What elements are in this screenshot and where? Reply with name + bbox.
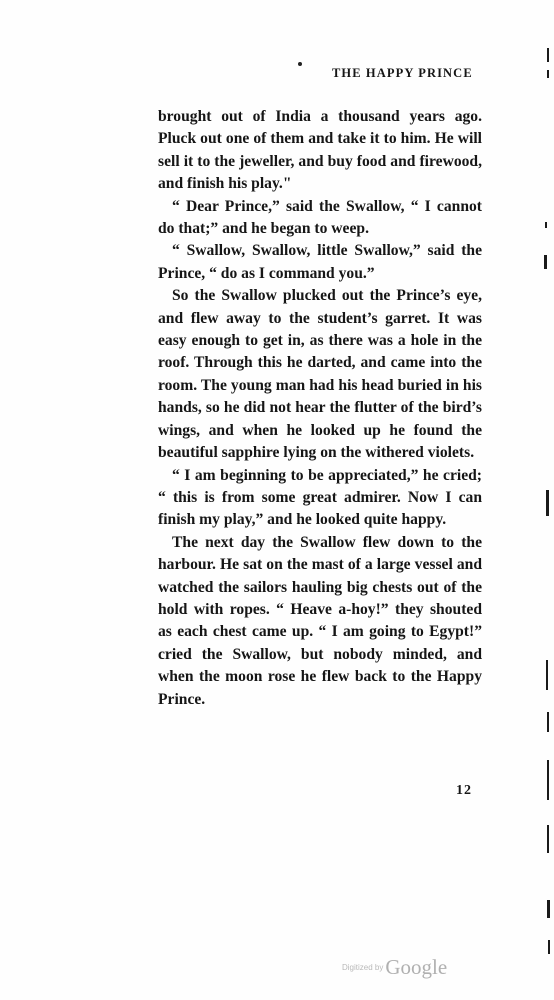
paragraph-6: The next day the Swallow flew down to the harbour. He sat on the mast of a large vessel and watched the sailors hauling big chests out of the hold with ropes. “ Heave a-hoy!” they shouted as each chest came up. “ I am going to Egypt!” cried the Swallow, but nobody minded, and when the moon rose he flew back to the Happy Prince.	[158, 533, 482, 708]
google-logo: Google	[385, 955, 448, 979]
watermark-prefix: Digitized by	[342, 963, 384, 972]
paragraph-5: “ I am beginning to be appreciated,” he cried; “ this is from some great admirer. Now I can finish my play,” and he looked quite happy.	[158, 466, 482, 529]
running-head: THE HAPPY PRINCE	[332, 66, 473, 80]
paragraph-1: brought out of India a thousand years ago. Pluck out one of them and take it to him. He will sell it to the jeweller, and buy food and firewood, and finish his play."	[158, 108, 482, 193]
scan-edge-mark	[544, 255, 547, 269]
scan-edge-mark	[547, 70, 549, 78]
page-number: 12	[456, 783, 472, 798]
scan-edge-mark	[546, 490, 549, 516]
header-dot	[298, 62, 302, 66]
body-text	[158, 106, 482, 711]
scan-edge-mark	[547, 48, 549, 62]
scan-edge-mark	[548, 940, 550, 954]
google-watermark	[342, 955, 447, 980]
scan-edge-mark	[546, 660, 548, 690]
scan-edge-mark	[547, 712, 549, 732]
scan-edge-mark	[547, 825, 549, 853]
scan-edge-mark	[545, 222, 547, 228]
paragraph-3: “ Swallow, Swallow, little Swallow,” said the Prince, “ do as I command you.”	[158, 242, 482, 282]
paragraph-4: So the Swallow plucked out the Prince’s eye, and flew away to the student’s garret. It was easy enough to get in, as there was a hole in the roof. Through this he darted, and came into the room. The young man had his head buried in his hands, so he did not hear the flutter of the bird’s wings, and when he looked up he found the beautiful sapphire lying on the withered violets.	[158, 287, 482, 462]
scan-edge-mark	[547, 760, 549, 800]
scan-edge-mark	[547, 900, 550, 918]
paragraph-2: “ Dear Prince,” said the Swallow, “ I cannot do that;” and he began to weep.	[158, 197, 482, 238]
